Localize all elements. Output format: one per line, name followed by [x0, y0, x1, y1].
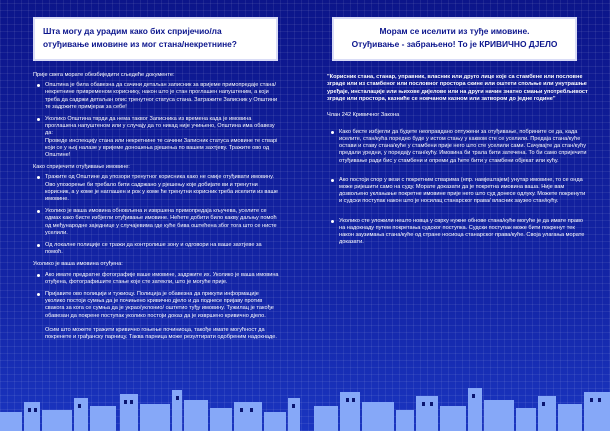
- left-intro: Прије свега морате обезбиједити сљедеће документе:: [33, 72, 175, 78]
- left-intro-2: Како спријечити отуђивање имовине:: [33, 164, 130, 171]
- left-bullets-3: [33, 272, 280, 342]
- right-title-line-2: Отуђивање - забрањено! То је КРИВИЧНО ДЈЕЛО: [351, 38, 558, 49]
- right-content: [327, 74, 589, 258]
- left-title-box: [33, 17, 278, 61]
- right-bullets: [327, 129, 589, 247]
- left-bullets-2: [33, 174, 280, 256]
- right-panel: [305, 0, 610, 431]
- left-bullets-1: [33, 82, 280, 159]
- city-skyline: [0, 376, 610, 431]
- list-item: Како бисте избјегли да будете неоправдано оптужени за отуђивање, побрините се да, када иселите, стан/кућа поредно буде у истом стању у каквом сте се уселили. Предаја стана/куће остави и ставу стана/куће у стамбени прије него што сте уселили сами. Сачувајте да стан/кућу предали уредни, у поредају стан/кућу. Имовина би трала бити затечена. То би само спријечити отуђивање ради бис у стамбени и опреми да ћете бити у стамбени објекат или кућу.: [327, 129, 589, 165]
- skyline-buildings: [0, 388, 610, 431]
- list-item: Ако постоји спор у вези с покретним стварима (нпр. намјештајем) унутар имовине, то се онда може ријешити само на суду. Морате доказати да је покретна имовина ваша. Није вам дозвољено уклањање покретне имовине прије него што суд донесе одлуку. Можете покренути и судски поступак након што је носилац станарског права/ власник заузео стан/кућу.: [327, 177, 589, 206]
- right-title-box: [332, 17, 577, 61]
- list-item: Тражите од Општине да упозори тренутног корисника како не смије отуђивати имовину. Ово упозорење би требало бити садржано у рјешењу које добијате ви и тренутни корисник, а у коме је наглашен и рок у коме ће тренутни корисник треба иселити из ваше имовине.: [33, 174, 280, 203]
- list-item: Уколико сте уложили нешто новца у сврху нужне обнове стана/куће могуће је да имате право на надокнаду путем покретања судског поступка. Судски поступак може бити покренут тек након заузимања стана/куће од стране носиоца станарског права/куће. Своја улагања морате доказати.: [327, 218, 589, 247]
- law-article: Члан 242 Кривичног Закона: [327, 111, 400, 118]
- list-item: Пријавите ово полицији и тужиоцу. Полиција је обавезна да прикупи информације уколико постоји сумња да је почињено кривично дјело и да поднесе пријаву против свакога за кога се сумња да је украо/уклонио/ оштетио туђу имовину. Тужилац је такође обавезан да покрене поступак уколико постоји доказ да је извршено кривично дјело. Осим што можете тражити кривично гоњење починиоца, такође имате могућност да покренете и грађанску парницу. Таква парница може резултирати одобреним надокнаде.: [33, 291, 280, 341]
- list-item: Уколико Општина тврди да нема таквог Записника из времена када је имовина проглашена напуштеном или у случају да то никад није учињено, Општина има обавезу да: Прoведе инспекцију стана или некретнине те сачини Записник статуса имовине те стварі који се у њој налазе у вријеме доношења рјешења по вашем захтјеву. Тражите ово од Општине!: [33, 116, 280, 159]
- left-intro-3: Уколико је ваша имовина отуђена:: [33, 261, 123, 268]
- list-item: Уколико је ваша имовина обновљена и извршена примопредаја кључева, уселите се одмах како бисте избјегли отуђивање имовине. Нећете добити било какву даљњу помоћ од међународне заједнице у случајевима где куће бива оштећена због тога што се нисте уселили.: [33, 208, 280, 237]
- law-quote: "Корисник стана, станар, управник, власник или друго лице које са стамбене или пословне зграде или из стамбеног или пословног простора скине или оштети спољње или унутрашње уређаје, инсталације или њихове дијелове или на други начин знатно смањи употребљивост зграде или простора, казниће се новчаном казном или затвором до једне године": [327, 74, 588, 103]
- list-item: Општина је била обавезна да сачини детаљан записник за вријеме примопредаје стана/некретнине привременом кориснику, након што је стан проглашен напуштеним, а који треба да садржи детаљан опис тренутног статуса стана. Затражите Записник у Општини те задржите примјерак за себе!: [33, 82, 280, 111]
- list-item: Од локалне полиције се тражи да контролише зону и одговори на ваше захтјеве за помоћ.: [33, 242, 280, 256]
- list-item: Ако имате предратне фотографије ваше имовине, задржите их. Уколико је ваша имовина отуђена, фотографишите стање које сте затекли, што је могуће прије.: [33, 272, 280, 286]
- right-title-line-1: Морам се иселити из туђе имовине.: [379, 26, 530, 36]
- left-title: Шта могу да урадим како бих спријечио/ла отуђивање имовине из мог стана/некретнине?: [43, 26, 237, 49]
- left-content: [33, 72, 280, 347]
